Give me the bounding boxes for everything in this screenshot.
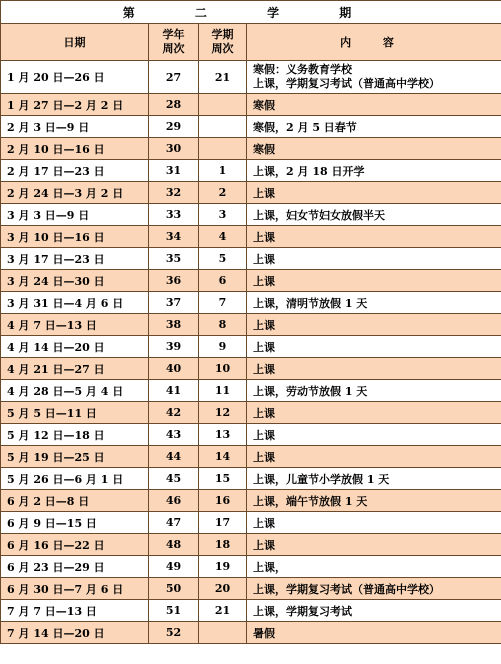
cell-school-year-week: 33	[149, 204, 199, 226]
cell-school-year-week: 34	[149, 226, 199, 248]
table-row	[1, 600, 501, 622]
cell-semester-week: 15	[199, 468, 247, 490]
cell-content: 上课，端午节放假 1 天	[247, 490, 501, 512]
cell-content: 上课	[247, 336, 501, 358]
cell-date: 3 月 10 日—16 日	[1, 226, 149, 248]
cell-content: 上课	[247, 226, 501, 248]
cell-semester-week	[199, 138, 247, 160]
cell-content: 上课	[247, 358, 501, 380]
cell-semester-week: 13	[199, 424, 247, 446]
cell-school-year-week: 40	[149, 358, 199, 380]
cell-content: 上课，妇女节妇女放假半天	[247, 204, 501, 226]
table-row	[1, 424, 501, 446]
table-title: 第 二 学 期	[1, 1, 501, 24]
table-row	[1, 402, 501, 424]
cell-content	[247, 61, 501, 94]
table-row	[1, 534, 501, 556]
table-row	[1, 358, 501, 380]
cell-date: 5 月 26 日—6 月 1 日	[1, 468, 149, 490]
table-row	[1, 314, 501, 336]
cell-semester-week: 11	[199, 380, 247, 402]
cell-date: 2 月 24 日—3 月 2 日	[1, 182, 149, 204]
cell-school-year-week: 47	[149, 512, 199, 534]
cell-school-year-week: 30	[149, 138, 199, 160]
table-row	[1, 292, 501, 314]
table-body	[1, 61, 501, 644]
header-school-year-week	[149, 24, 199, 61]
cell-content-line2: 上课，学期复习考试（普通高中学校）	[253, 77, 440, 90]
cell-content-line1: 寒假：义务教育学校	[253, 63, 352, 76]
cell-school-year-week: 37	[149, 292, 199, 314]
cell-content: 上课，2 月 18 日开学	[247, 160, 501, 182]
cell-school-year-week: 29	[149, 116, 199, 138]
cell-date: 6 月 2 日—8 日	[1, 490, 149, 512]
cell-school-year-week: 49	[149, 556, 199, 578]
cell-date: 1 月 27 日—2 月 2 日	[1, 94, 149, 116]
cell-school-year-week: 32	[149, 182, 199, 204]
cell-semester-week: 7	[199, 292, 247, 314]
cell-semester-week: 19	[199, 556, 247, 578]
cell-content: 上课，	[247, 556, 501, 578]
cell-date: 7 月 14 日—20 日	[1, 622, 149, 644]
cell-date: 4 月 14 日—20 日	[1, 336, 149, 358]
cell-semester-week: 8	[199, 314, 247, 336]
cell-semester-week: 4	[199, 226, 247, 248]
cell-content: 上课，学期复习考试（普通高中学校）	[247, 578, 501, 600]
table-row	[1, 204, 501, 226]
cell-content: 上课	[247, 248, 501, 270]
cell-date: 5 月 12 日—18 日	[1, 424, 149, 446]
cell-semester-week	[199, 116, 247, 138]
cell-content: 寒假，2 月 5 日春节	[247, 116, 501, 138]
cell-school-year-week: 42	[149, 402, 199, 424]
cell-content: 上课，清明节放假 1 天	[247, 292, 501, 314]
cell-date: 3 月 17 日—23 日	[1, 248, 149, 270]
cell-content: 上课	[247, 182, 501, 204]
table-row	[1, 512, 501, 534]
cell-semester-week: 16	[199, 490, 247, 512]
table-row	[1, 160, 501, 182]
cell-content: 上课	[247, 424, 501, 446]
cell-semester-week: 14	[199, 446, 247, 468]
cell-date: 5 月 19 日—25 日	[1, 446, 149, 468]
table-row	[1, 380, 501, 402]
cell-school-year-week: 39	[149, 336, 199, 358]
header-semester-week-line1: 学期	[211, 28, 234, 41]
cell-school-year-week: 52	[149, 622, 199, 644]
cell-date: 4 月 7 日—13 日	[1, 314, 149, 336]
cell-content: 上课	[247, 314, 501, 336]
cell-date: 3 月 3 日—9 日	[1, 204, 149, 226]
cell-content: 上课	[247, 402, 501, 424]
table-row	[1, 116, 501, 138]
cell-school-year-week: 35	[149, 248, 199, 270]
cell-school-year-week: 27	[149, 61, 199, 94]
cell-date: 1 月 20 日—26 日	[1, 61, 149, 94]
cell-semester-week	[199, 622, 247, 644]
cell-semester-week: 21	[199, 600, 247, 622]
cell-date: 2 月 10 日—16 日	[1, 138, 149, 160]
cell-content: 寒假	[247, 94, 501, 116]
cell-date: 6 月 9 日—15 日	[1, 512, 149, 534]
table-row	[1, 490, 501, 512]
cell-semester-week	[199, 94, 247, 116]
cell-school-year-week: 28	[149, 94, 199, 116]
cell-date: 3 月 31 日—4 月 6 日	[1, 292, 149, 314]
cell-semester-week: 9	[199, 336, 247, 358]
cell-date: 2 月 17 日—23 日	[1, 160, 149, 182]
table-row	[1, 61, 501, 94]
cell-content: 上课，学期复习考试	[247, 600, 501, 622]
cell-school-year-week: 38	[149, 314, 199, 336]
cell-content: 上课	[247, 270, 501, 292]
table-row	[1, 94, 501, 116]
cell-date: 4 月 28 日—5 月 4 日	[1, 380, 149, 402]
cell-content: 寒假	[247, 138, 501, 160]
cell-content: 上课，儿童节小学放假 1 天	[247, 468, 501, 490]
cell-content: 上课	[247, 446, 501, 468]
cell-semester-week: 3	[199, 204, 247, 226]
cell-school-year-week: 50	[149, 578, 199, 600]
cell-content: 上课，劳动节放假 1 天	[247, 380, 501, 402]
cell-date: 6 月 23 日—29 日	[1, 556, 149, 578]
cell-semester-week: 2	[199, 182, 247, 204]
table-row	[1, 578, 501, 600]
cell-semester-week: 12	[199, 402, 247, 424]
cell-date: 6 月 16 日—22 日	[1, 534, 149, 556]
table-row	[1, 556, 501, 578]
cell-school-year-week: 41	[149, 380, 199, 402]
cell-semester-week: 1	[199, 160, 247, 182]
cell-content: 上课	[247, 534, 501, 556]
cell-school-year-week: 44	[149, 446, 199, 468]
header-semester-week	[199, 24, 247, 61]
cell-semester-week: 5	[199, 248, 247, 270]
table-row	[1, 622, 501, 644]
cell-date: 6 月 30 日—7 月 6 日	[1, 578, 149, 600]
header-date: 日期	[1, 24, 149, 61]
cell-content: 上课	[247, 512, 501, 534]
cell-date: 7 月 7 日—13 日	[1, 600, 149, 622]
header-semester-week-line2: 周次	[211, 42, 234, 55]
cell-content: 暑假	[247, 622, 501, 644]
cell-semester-week: 21	[199, 61, 247, 94]
cell-semester-week: 20	[199, 578, 247, 600]
cell-date: 3 月 24 日—30 日	[1, 270, 149, 292]
table-row	[1, 226, 501, 248]
cell-school-year-week: 43	[149, 424, 199, 446]
cell-semester-week: 6	[199, 270, 247, 292]
cell-semester-week: 17	[199, 512, 247, 534]
cell-school-year-week: 45	[149, 468, 199, 490]
table-row	[1, 336, 501, 358]
table-row	[1, 182, 501, 204]
table-row	[1, 270, 501, 292]
cell-school-year-week: 31	[149, 160, 199, 182]
header-school-year-week-line1: 学年	[162, 28, 185, 41]
table-row	[1, 248, 501, 270]
cell-semester-week: 10	[199, 358, 247, 380]
cell-semester-week: 18	[199, 534, 247, 556]
cell-date: 4 月 21 日—27 日	[1, 358, 149, 380]
header-content: 内 容	[247, 24, 501, 61]
cell-school-year-week: 36	[149, 270, 199, 292]
header-school-year-week-line2: 周次	[162, 42, 185, 55]
table-row	[1, 446, 501, 468]
cell-school-year-week: 51	[149, 600, 199, 622]
cell-school-year-week: 46	[149, 490, 199, 512]
cell-school-year-week: 48	[149, 534, 199, 556]
table-row	[1, 468, 501, 490]
table-row	[1, 138, 501, 160]
cell-date: 5 月 5 日—11 日	[1, 402, 149, 424]
cell-date: 2 月 3 日—9 日	[1, 116, 149, 138]
